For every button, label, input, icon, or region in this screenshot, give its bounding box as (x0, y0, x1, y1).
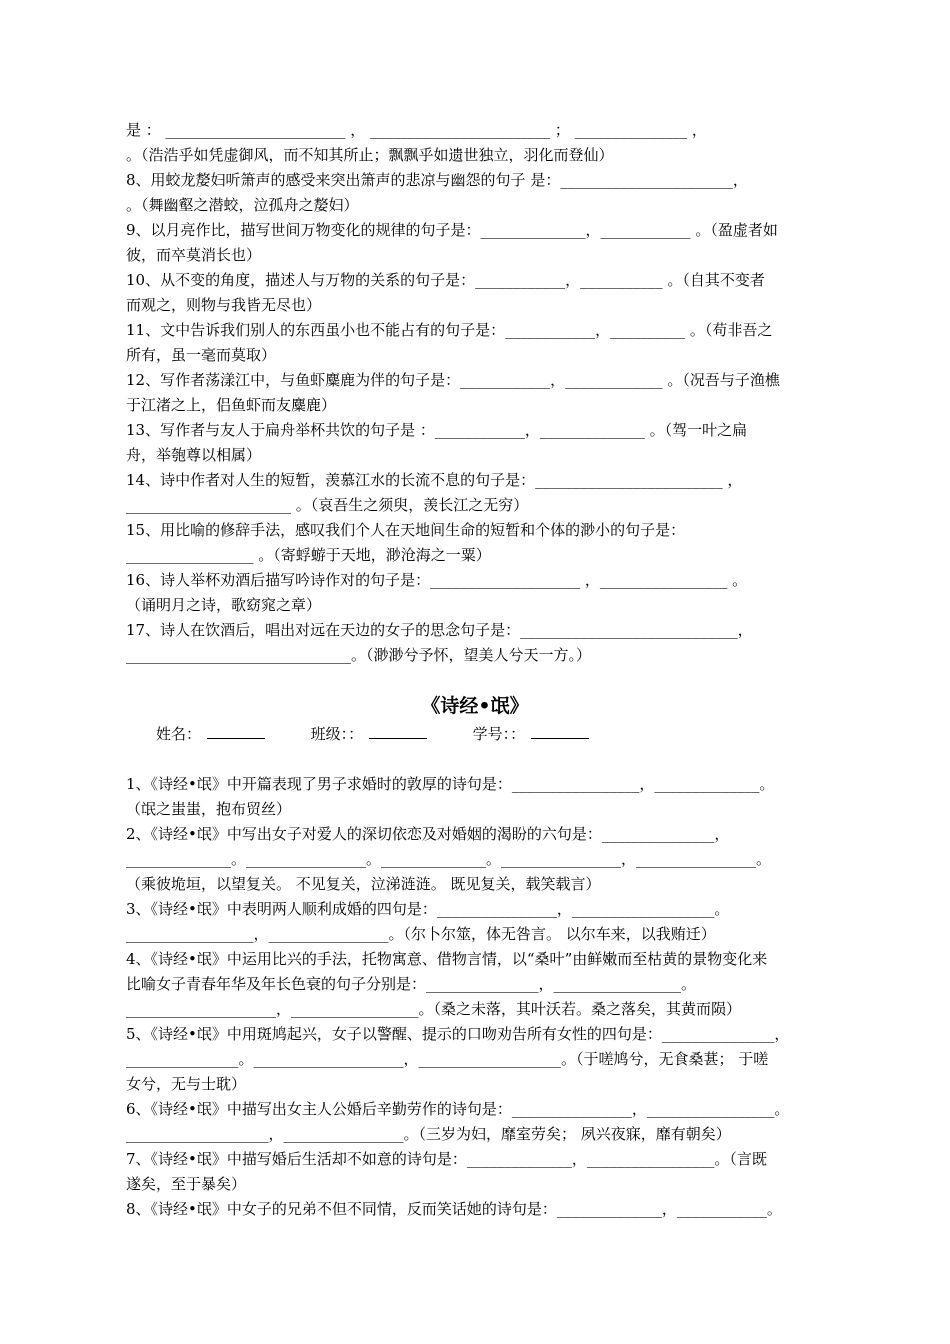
text-line: 。（舞幽壑之潜蛟，泣孤舟之嫠妇） (126, 196, 359, 214)
student-info-row (156, 722, 595, 746)
text-line: 。（浩浩乎如凭虚御风，而不知其所止；飘飘乎如遗世独立，羽化而登仙） (126, 146, 614, 164)
text-line: ______________________ 。（哀吾生之须臾，羡长江之无穷） (126, 496, 529, 514)
text-line: ____________________，_________________。（桑之未落，其叶沃若。桑之落矣，其黄而陨） (126, 1000, 742, 1018)
text-line: （乘彼垝垣，以望复关。 不见复关，泣涕涟涟。 既见复关，载笑载言） (126, 875, 601, 893)
exercise-section-shijing (126, 772, 826, 1222)
text-line: 1、《诗经•氓》中开篇表现了男子求婚时的敦厚的诗句是：_________________，______________。 (126, 775, 775, 793)
text-line: ___________________，________________。（三岁为妇，靡室劳矣； 夙兴夜寐，靡有朝矣） (126, 1125, 731, 1143)
text-line: 8、用蛟龙嫠妇听箫声的感受来突出箫声的悲凉与幽怨的句子 是：_______________________， (126, 171, 748, 189)
name-label: 姓名： (156, 725, 202, 743)
text-line: 7、《诗经•氓》中描写婚后生活却不如意的诗句是：______________，_________________。（言既 (126, 1150, 767, 1168)
text-line: 舟，举匏尊以相属） (126, 446, 262, 464)
section-title: 《诗经•氓》 (421, 695, 529, 717)
text-line: 6、《诗经•氓》中描写出女主人公婚后辛勤劳作的诗句是：________________，_________________。 (126, 1100, 790, 1118)
text-line: 12、写作者荡漾江中，与鱼虾麋鹿为伴的句子是：____________，_____________ 。（况吾与子渔樵 (126, 371, 780, 389)
text-line: 而观之，则物与我皆无尽也） (126, 296, 322, 314)
text-line: 于江渚之上，侣鱼虾而友麋鹿） (126, 396, 337, 414)
text-line: 彼，而卒莫消长也） (126, 246, 262, 264)
text-line: 5、《诗经•氓》中用斑鸠起兴，女子以警醒、提示的口吻劝告所有女性的四句是：_______________， (126, 1025, 790, 1043)
text-line: （氓之蚩蚩，抱布贸丝） (126, 800, 292, 818)
text-line: 8、《诗经•氓》中女子的兄弟不但不同情，反而笑话她的诗句是：______________，____________。 (126, 1200, 782, 1218)
text-line: 11、文中告诉我们别人的东西虽小也不能占有的句子是：____________，__________ 。（苟非吾之 (126, 321, 773, 339)
text-line: 比喻女子青春年华及年长色衰的句子分别是：_______________，_________________。 (126, 975, 697, 993)
text-line: 13、写作者与友人于扁舟举杯共饮的句子是 ：____________，______________ 。（驾一叶之扁 (126, 421, 748, 439)
text-line: _________________，________________。（尔卜尔筮，体无咎言。 以尔车来，以我贿迁） (126, 925, 716, 943)
text-line: 遂矣，至于暴矣） (126, 1175, 247, 1193)
text-line: 15、用比喻的修辞手法，感叹我们个人在天地间生命的短暂和个体的渺小的句子是： (126, 521, 686, 539)
text-line: （诵明月之诗，歌窈窕之章） (126, 596, 322, 614)
text-line: 2、《诗经•氓》中写出女子对爱人的深切依恋及对婚姻的渴盼的六句是：_______________， (126, 825, 730, 843)
text-line: _______________。____________________，___________________。（于嗟鸠兮，无食桑葚； 于嗟 (126, 1050, 769, 1068)
text-line: 16、诗人举杯劝酒后描写吟诗作对的句子是：____________________ ，_________________ 。 (126, 571, 748, 589)
text-line: 3、《诗经•氓》中表明两人顺利成婚的四句是：________________，___________________。 (126, 900, 730, 918)
number-blank[interactable] (531, 722, 589, 739)
text-line: 女兮，无与士耽） (126, 1075, 247, 1093)
text-line: 14、诗中作者对人生的短暂，羡慕江水的长流不息的句子是：_________________________ ， (126, 471, 743, 489)
class-label: 班级：： (310, 725, 364, 743)
exercise-section-chibi (126, 118, 826, 668)
text-line: _________________ 。（寄蜉蝣于天地，渺沧海之一粟） (126, 546, 491, 564)
text-line: ______________________________。（渺渺兮予怀，望美人兮天一方。） (126, 646, 592, 664)
text-line: 所有，虽一毫而莫取） (126, 346, 277, 364)
name-blank[interactable] (207, 722, 265, 739)
class-blank[interactable] (369, 722, 427, 739)
text-line: 9、以月亮作比，描写世间万物变化的规律的句子是：______________，____________ 。（盈虚者如 (126, 221, 778, 239)
text-line: 10、从不变的角度，描述人与万物的关系的句子是：____________，___________ 。（自其不变者 (126, 271, 765, 289)
text-line: 是 ： ________________________ ， ________________________ ； _______________ ， (126, 121, 707, 139)
text-line: ______________。________________。______________。________________，________________。 (126, 850, 772, 868)
text-line: 17、诗人在饮酒后，唱出对远在天边的女子的思念句子是：_____________________________， (126, 621, 753, 639)
number-label: 学号：： (472, 725, 526, 743)
text-line: 4、《诗经•氓》中运用比兴的手法，托物寓意、借物言情，以“桑叶”由鲜嫩而至枯黄的景物变化来 (126, 950, 768, 968)
